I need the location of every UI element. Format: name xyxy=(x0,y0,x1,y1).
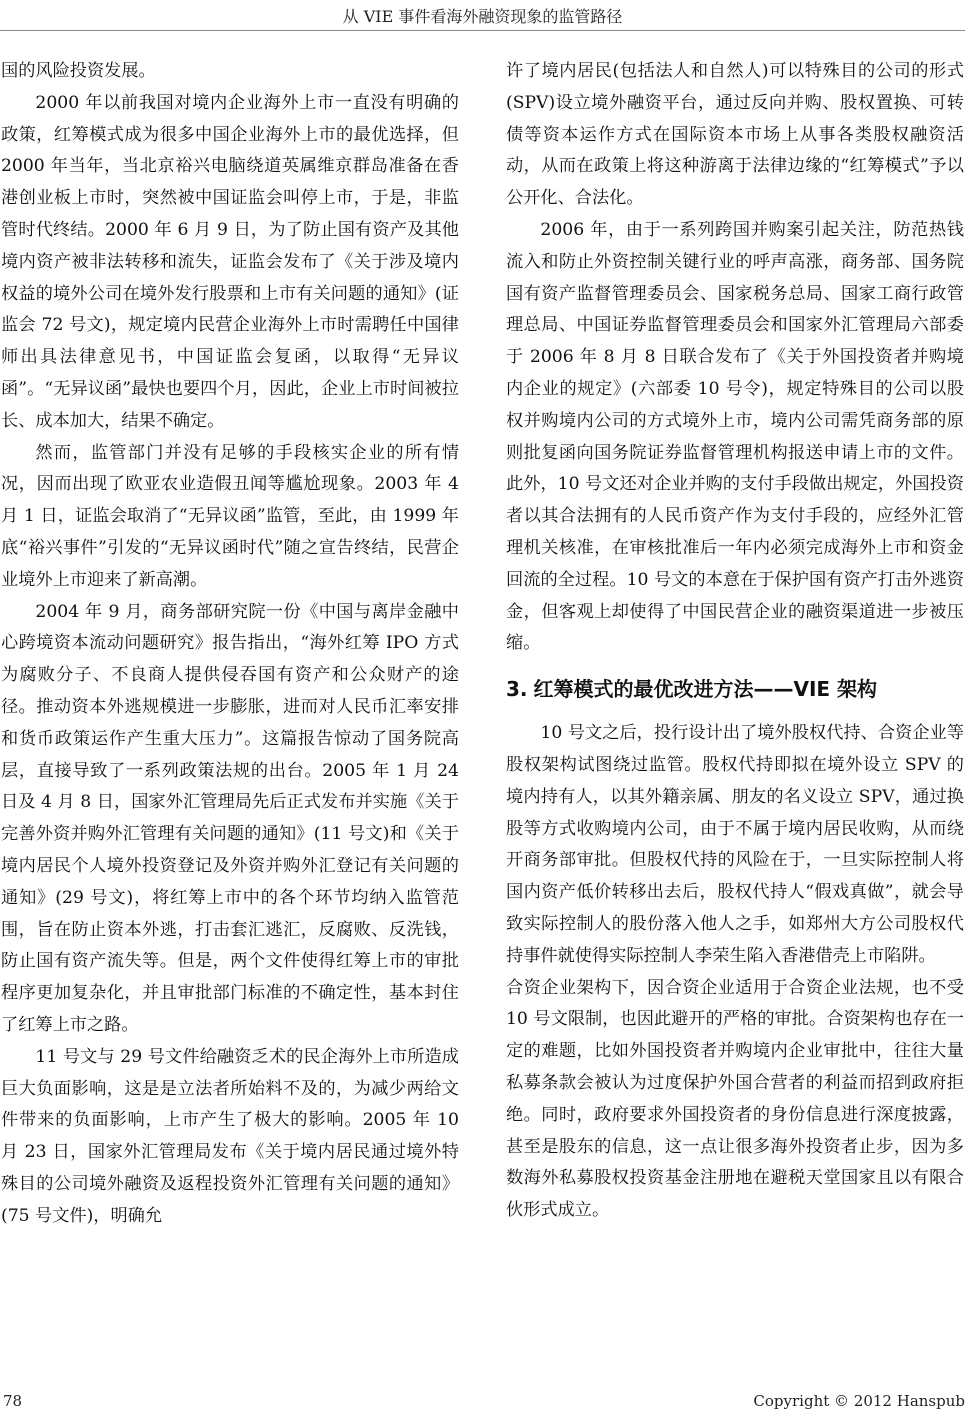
header-divider xyxy=(0,30,965,31)
section-title: 红筹模式的最优改进方法——VIE 架构 xyxy=(533,677,878,702)
paragraph: 合资企业架构下，因合资企业适用于合资企业法规，也不受 10 号文限制，也因此避开的严格的审批。合资架构也存在一定的难题，比如外国投资者并购境内企业审批中，往往大量私募条款会被认为过度保护外国合营者的利益而招到政府拒绝。同时，政府要求外国投资者的身份信息进行深度披露，甚至是股东的信息，这一点让很多海外投资者止步，因为多数海外私募股权投资基金注册地在避税天堂国家且以有限合伙形式成立。 xyxy=(506,977,964,1221)
paragraph: 2004 年 9 月，商务部研究院一份《中国与离岸金融中心跨境资本流动问题研究》报告指出，“海外红筹 IPO 方式为腐败分子、不良商人提供侵吞国有资产和公众财产的途径。推动资本外逃规模进一步膨胀，进而对人民币汇率安排和货币政策运作产生重大压力”。这篇报告惊动了国务院高层，直接导致了一系列政策法规的出台。2005 年 1 月 24 日及 4 月 8 日，国家外汇管理局先后正式发布并实施《关于完善外资并购外汇管理有关问题的通知》(11 号文)和《关于境内居民个人境外投资登记及外资并购外汇登记有关问题的通知》(29 号文)，将红筹上市中的各个环节均纳入监管范围，旨在防止资本外逃，打击套汇逃汇，反腐败、反洗钱，防止国有资产流失等。但是，两个文件使得红筹上市的审批程序更加复杂化，并且审批部门标准的不确定性，基本封住了红筹上市之路。 xyxy=(1,601,459,1035)
paragraph: 10 号文之后，投行设计出了境外股权代持、合资企业等股权架构试图绕过监管。股权代持即拟在境外设立 SPV 的境内持有人，以其外籍亲属、朋友的名义设立 SPV，通过换股等方式收购境内公司，由于不属于境内居民收购，从而绕开商务部审批。但股权代持的风险在于，一旦实际控制人将国内资产低价转移出去后，股权代持人“假戏真做”，就会导致实际控制人的股份落入他人之手，如郑州大方公司股权代持事件就使得实际控制人李荣生陷入香港借壳上市陷阱。 xyxy=(506,723,964,966)
paragraph: 2000 年以前我国对境内企业海外上市一直没有明确的政策，红筹模式成为很多中国企业海外上市的最优选择，但 2000 年当年，当北京裕兴电脑绕道英属维京群岛准备在香港创业板上市时，突然被中国证监会叫停上市，于是，非监管时代终结。2000 年 6 月 9 日，为了防止国有资产及其他境内资产被非法转移和流失，证监会发布了《关于涉及境内权益的境外公司在境外发行股票和上市有关问题的通知》(证监会 72 号文)，规定境内民营企业海外上市时需聘任中国律师出具法律意见书，中国证监会复函，以取得“无异议函”。“无异议函”最快也要四个月，因此，企业上市时间被拉长、成本加大，结果不确定。 xyxy=(1,92,459,431)
section-heading xyxy=(506,674,964,704)
right-column xyxy=(506,56,964,1227)
page-number: 78 xyxy=(3,1392,23,1410)
paragraph: 11 号文与 29 号文件给融资乏术的民企海外上市所造成巨大负面影响，这是是立法者所始料不及的，为减少两给文件带来的负面影响，上市产生了极大的影响。2005 年 10 月 23 日，国家外汇管理局发布《关于境内居民通过境外特殊目的公司境外融资及返程投资外汇管理有关问题的通知》(75 号文件)，明确允 xyxy=(1,1046,459,1226)
section-number: 3. xyxy=(506,677,528,702)
paragraph: 许了境内居民(包括法人和自然人)可以特殊目的公司的形式(SPV)设立境外融资平台，通过反向并购、股权置换、可转债等资本运作方式在国际资本市场上从事各类股权融资活动，从而在政策上将这种游离于法律边缘的“红筹模式”予以公开化、合法化。 xyxy=(506,61,964,209)
copyright-notice: Copyright © 2012 Hanspub xyxy=(753,1392,965,1410)
left-column xyxy=(1,56,459,1232)
paragraph: 国的风险投资发展。 xyxy=(1,61,156,81)
paragraph: 然而，监管部门并没有足够的手段核实企业的所有情况，因而出现了欧亚农业造假丑闻等尴尬现象。2003 年 4 月 1 日，证监会取消了“无异议函”监管，至此，由 1999 年底“裕兴事件”引发的“无异议函时代”随之宣告终结，民营企业境外上市迎来了新高潮。 xyxy=(1,442,459,590)
paragraph: 2006 年，由于一系列跨国并购案引起关注，防范热钱流入和防止外资控制关键行业的呼声高涨，商务部、国务院国有资产监督管理委员会、国家税务总局、国家工商行政管理总局、中国证券监督管理委员会和国家外汇管理局六部委于 2006 年 8 月 8 日联合发布了《关于外国投资者并购境内企业的规定》(六部委 10 号令)，规定特殊目的公司以股权并购境内公司的方式境外上市，境内公司需凭商务部的原则批复函向国务院证券监督管理机构报送申请上市的文件。此外，10 号文还对企业并购的支付手段做出规定，外国投资者以其合法拥有的人民币资产作为支付手段的，应经外汇管理机关核准，在审核批准后一年内必须完成海外上市和资金回流的全过程。10 号文的本意在于保护国有资产打击外逃资金，但客观上却使得了中国民营企业的融资渠道进一步被压缩。 xyxy=(506,219,964,654)
running-header: 从 VIE 事件看海外融资现象的监管路径 xyxy=(342,7,623,26)
